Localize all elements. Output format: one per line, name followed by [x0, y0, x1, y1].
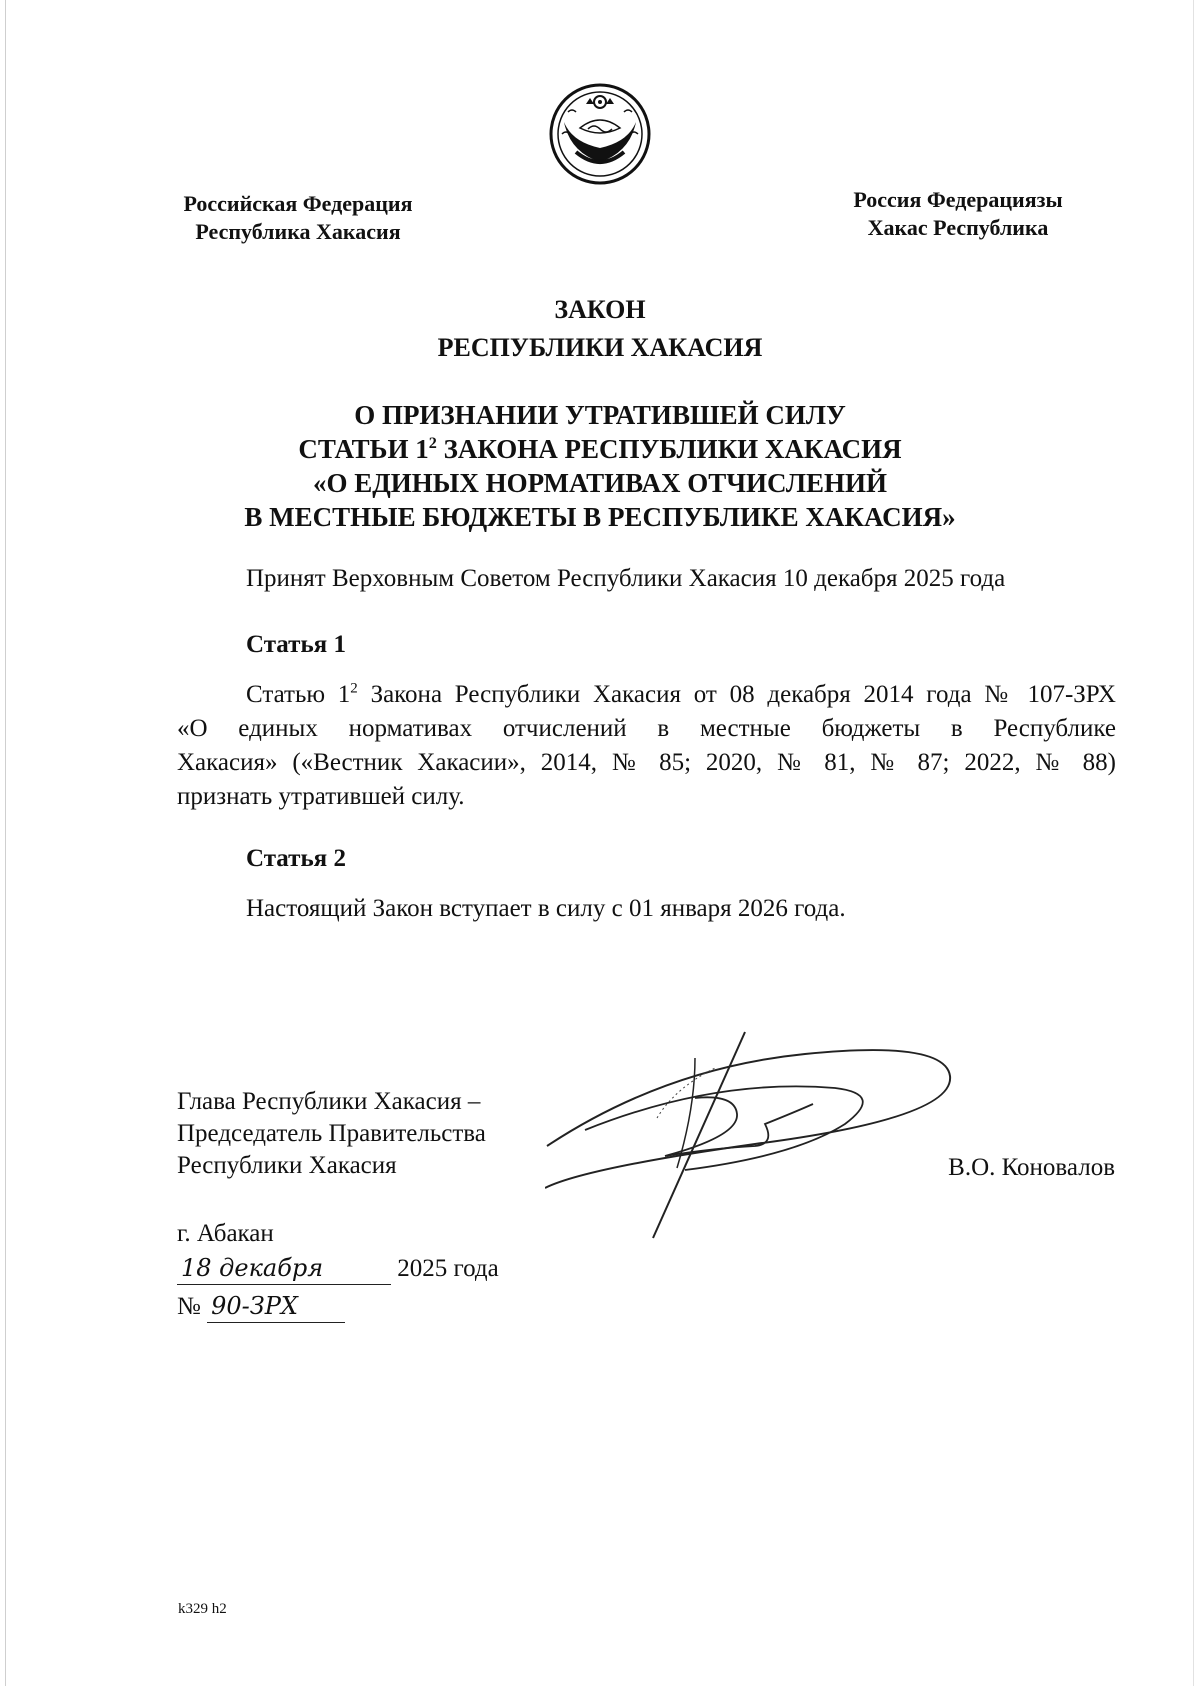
header-left — [150, 190, 446, 246]
header-left-line2: Республика Хакасия — [195, 219, 401, 244]
article1-line3: Хакасия» («Вестник Хакасии», 2014, № 85; 2020, № 81, № 87; 2022, № 88) — [177, 749, 1116, 776]
law-title: ЗАКОН — [554, 295, 646, 324]
document-code: k329 h2 — [178, 1601, 227, 1617]
signing-date — [177, 1252, 499, 1285]
subtitle-line3: «О ЕДИНЫХ НОРМАТИВАХ ОТЧИСЛЕНИЙ — [312, 468, 888, 498]
subtitle-line2 — [0, 432, 1200, 466]
handwritten-number: 90-ЗРХ — [207, 1290, 345, 1323]
signatory-title-line2: Председатель Правительства — [177, 1120, 486, 1147]
article2-heading: Статья 2 — [246, 845, 346, 872]
header-left-line1: Российская Федерация — [183, 191, 413, 216]
law-title-republic: РЕСПУБЛИКИ ХАКАСИЯ — [437, 333, 763, 362]
header-right-line2: Хакас Республика — [867, 215, 1049, 240]
article1-heading: Статья 1 — [246, 631, 346, 658]
signatory-name: В.О. Коновалов — [948, 1154, 1115, 1181]
coat-of-arms-emblem — [548, 82, 652, 186]
adoption-statement: Принят Верховным Советом Республики Хакасия 10 декабря 2025 года — [246, 565, 1006, 592]
date-year-suffix: 2025 года — [397, 1255, 499, 1282]
subtitle-line2-start: СТАТЬИ 1 — [298, 434, 429, 464]
subtitle-line2-end: ЗАКОНА РЕСПУБЛИКИ ХАКАСИЯ — [436, 434, 902, 464]
article1-line1 — [177, 678, 1116, 712]
article1-superscript: 2 — [350, 680, 358, 697]
header-right-line1: Россия Федерациязы — [853, 187, 1063, 212]
law-subtitle — [0, 398, 1200, 534]
signatory-title — [177, 1086, 486, 1182]
article1-line1-start: Статью 1 — [246, 681, 351, 708]
article1-line4: признать утратившей силу. — [177, 783, 465, 810]
scan-edge-right — [1193, 0, 1194, 1686]
place-of-signing: г. Абакан — [177, 1220, 274, 1247]
subtitle-line1: О ПРИЗНАНИИ УТРАТИВШЕЙ СИЛУ — [354, 400, 846, 430]
subtitle-line4: В МЕСТНЫЕ БЮДЖЕТЫ В РЕСПУБЛИКЕ ХАКАСИЯ» — [244, 502, 956, 532]
article1-line1-end: Закона Республики Хакасия от 08 декабря 2014 года № 107-ЗРХ — [357, 681, 1116, 708]
signatory-title-line1: Глава Республики Хакасия – — [177, 1088, 481, 1115]
number-prefix: № — [177, 1293, 201, 1320]
law-number — [177, 1290, 345, 1323]
article1-line2: «О единых нормативах отчислений в местные бюджеты в Республике — [177, 715, 1116, 742]
handwritten-signature — [545, 1028, 965, 1243]
article2-body: Настоящий Закон вступает в силу с 01 января 2026 года. — [246, 895, 846, 922]
subtitle-superscript: 2 — [428, 434, 437, 452]
header-right — [826, 186, 1090, 242]
article1-body — [177, 678, 1116, 814]
scan-edge-left — [5, 0, 6, 1686]
handwritten-date: 18 декабря — [177, 1252, 391, 1285]
signatory-title-line3: Республики Хакасия — [177, 1152, 397, 1179]
